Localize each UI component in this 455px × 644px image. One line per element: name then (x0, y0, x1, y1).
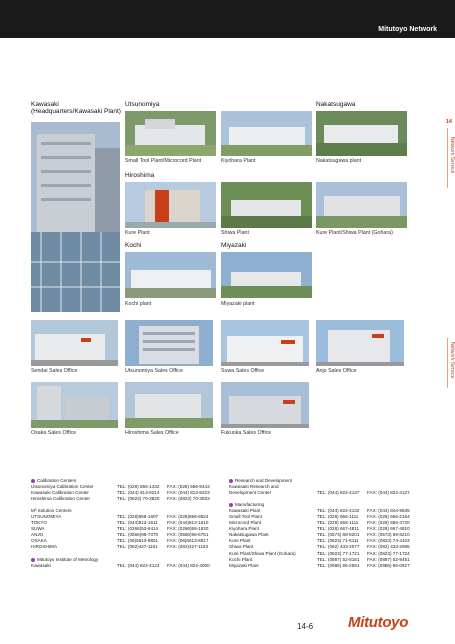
directory-tel: TEL: (044) 813-8214 (117, 490, 160, 496)
directory-tel: TEL: (044)813-1611 (117, 520, 158, 526)
bullet-icon (31, 558, 35, 562)
directory-entry (229, 563, 424, 569)
directory-name: ANJO (31, 532, 44, 538)
directory-fax: FAX: (028) 656-2164 (367, 514, 410, 520)
sendai-sales-photo (31, 320, 118, 366)
directory-left (31, 478, 226, 569)
directory-fax: FAX: (044) 822-4000 (167, 562, 210, 568)
directory-name: Kawasaki Plant (229, 508, 261, 514)
directory-fax: FAX: (082) 433-2695 (367, 544, 410, 550)
kure-plant-photo (125, 182, 216, 228)
header-bar (0, 0, 455, 38)
directory-name: Development Center (229, 490, 272, 496)
directory-tel: TEL: (0573) 68-8201 (317, 532, 360, 538)
directory-fax: FAX: (044) 844-9835 (367, 508, 410, 514)
directory-name: Kawasaki Calibration Center (31, 490, 89, 496)
directory-fax: FAX: (0985) 86-0827 (367, 562, 410, 568)
caption-osaka-sales: Osaka Sales Office (31, 430, 77, 436)
directory-name: Shiwa Plant (229, 544, 254, 550)
directory-name: Nakatsugawa Plant (229, 532, 269, 538)
caption-kure-plant: Kure Plant (125, 230, 150, 236)
directory-tel: TEL: (0266)53-6414 (117, 526, 159, 532)
section-nakatsugawa: Nakatsugawa (316, 101, 356, 108)
directory-name: HIROSHIMA (31, 544, 58, 550)
suwa-sales-photo (221, 320, 309, 366)
directory-fax: FAX: (028) 656-4720 (367, 520, 410, 526)
directory-fax: FAX: (044) 813-8223 (167, 490, 210, 496)
directory-tel: TEL: (0887) 52-8181 (317, 556, 360, 562)
directory-entry (31, 496, 226, 502)
directory-tel: TEL: (06)6613-8801 (117, 538, 159, 544)
caption-nakatsugawa-plant: Nakatsugawa plant (316, 158, 362, 164)
caption-small-tool-plant: Small Tool Plant/Microcord Plant (125, 158, 202, 164)
directory-tel: TEL: (0823) 77-1721 (317, 550, 360, 556)
fukuoka-sales-photo (221, 382, 309, 428)
directory-name: M³ Solution Centers (31, 508, 72, 514)
bullet-icon (31, 479, 35, 483)
directory-fax: FAX: (044)813-1610 (167, 520, 209, 526)
directory-fax: FAX: (0823) 70-3833 (167, 496, 210, 502)
directory-name: Miyazaki Plant (229, 562, 259, 568)
shiwa-plant-photo (221, 182, 312, 228)
section-kawasaki: Kawasaki (Headquarters/Kawasaki Plant) (31, 101, 121, 116)
directory-tel: TEL: (0823) 70-3820 (117, 496, 160, 502)
directory-entry (31, 544, 226, 550)
directory-tel: TEL: (044) 822-4124 (117, 562, 160, 568)
directory-name: Kure Plant/Shiwa Plant (Gohara) (229, 550, 296, 556)
caption-sendai-sales: Sendai Sales Office (31, 368, 78, 374)
side-page-tab: 14 (445, 119, 452, 125)
kochi-plant-photo (125, 252, 216, 298)
kawasaki-hq-photo (31, 122, 120, 312)
directory-name: SUWA (31, 526, 45, 532)
kiyohara-plant-photo (221, 111, 312, 156)
hiroshima-sales-photo (125, 382, 213, 428)
page-number: 14-6 (297, 622, 314, 631)
section-miyazaki: Miyazaki (221, 242, 247, 249)
directory-tel: TEL: (082) 433-2077 (317, 544, 360, 550)
directory-name: OSAKA (31, 538, 47, 544)
directory-fax: FAX: (06)6613-8817 (167, 538, 209, 544)
directory-fax: FAX: (044) 822-4127 (367, 490, 410, 496)
directory-name: Calibration Centers (36, 478, 77, 483)
directory-tel: TEL: (028) 656-1432 (117, 484, 160, 490)
directory-name: Microcord Plant (229, 520, 261, 526)
directory-tel: TEL: (0985) 86-2591 (317, 562, 360, 568)
caption-utsunomiya-sales: Utsunomiya Sales Office (125, 368, 183, 374)
directory-tel: TEL: (028)656-1607 (117, 514, 159, 520)
side-tab-label: Network Service (449, 342, 455, 379)
directory-name: Mitutoyo Institute of Metrology (36, 556, 99, 562)
directory-name: Small Tool Plant (229, 514, 262, 520)
directory-tel: TEL: (028) 667-4811 (317, 526, 360, 532)
caption-kiyohara-plant: Kiyohara Plant (221, 158, 256, 164)
directory-name: Kawasaki Research and (229, 484, 279, 490)
directory-name: TOKYO (31, 520, 47, 526)
directory-fax: FAX: (028)656-9624 (167, 514, 209, 520)
section-utsunomiya: Utsunomiya (125, 101, 160, 108)
directory-fax: FAX: (028) 656-8443 (167, 484, 210, 490)
directory-fax: FAX: (082)427-1163 (167, 544, 209, 550)
caption-kure-shiwa-gohara: Kure Plant/Shiwa Plant (Gohara) (316, 230, 393, 236)
directory-fax: FAX: (0823) 74-4104 (367, 538, 410, 544)
directory-fax: FAX: (0266)58-1830 (167, 526, 209, 532)
directory-fax: FAX: (0887) 52-9451 (367, 556, 410, 562)
caption-anjo-sales: Anjo Sales Office (316, 368, 357, 374)
section-kochi: Kochi (125, 242, 142, 249)
directory-name: Hiroshima Calibration Center (31, 496, 90, 502)
directory-entry (31, 563, 226, 569)
directory-name: UTSUNOMIYA (31, 514, 62, 520)
osaka-sales-photo (31, 382, 118, 428)
directory-name: Manufacturing (234, 502, 265, 508)
directory-tel: TEL: (044) 822-4137 (317, 490, 360, 496)
directory-tel: TEL: (044) 822-4132 (317, 508, 360, 514)
directory-tel: TEL: (0566)98-7070 (117, 532, 159, 538)
directory-fax: FAX: (0573) 68-8210 (367, 532, 410, 538)
bullet-icon (229, 503, 233, 507)
directory-tel: TEL: (028) 656-1111 (317, 514, 359, 520)
directory-name: Research and Development (234, 478, 292, 483)
side-tab-label: Network Service (449, 137, 455, 174)
mitutoyo-logo: Mitutoyo (348, 614, 409, 631)
caption-shiwa-plant: Shiwa Plant (221, 230, 249, 236)
caption-hiroshima-sales: Hiroshima Sales Office (125, 430, 179, 436)
nakatsugawa-plant-photo (316, 111, 407, 156)
bullet-icon (229, 479, 233, 483)
section-hiroshima: Hiroshima (125, 172, 155, 179)
directory-tel: TEL: (028) 656-1111 (317, 520, 359, 526)
small-tool-plant-photo (125, 111, 216, 156)
directory-fax: FAX: (0566)98-6761 (167, 532, 209, 538)
directory-name: Kure Plant (229, 538, 251, 544)
utsunomiya-sales-photo (125, 320, 213, 366)
caption-kochi-plant: Kochi plant (125, 301, 152, 307)
directory-tel: TEL: (082)427-1161 (117, 544, 158, 550)
anjo-sales-photo (316, 320, 404, 366)
miyazaki-plant-photo (221, 252, 312, 298)
caption-suwa-sales: Suwa Sales Office (221, 368, 265, 374)
directory-name: Kochi Plant (229, 556, 253, 562)
directory-entry (229, 490, 424, 496)
caption-miyazaki-plant: Miyazaki plant (221, 301, 255, 307)
directory-name: Kiyohara Plant (229, 526, 259, 532)
caption-fukuoka-sales: Fukuoka Sales Office (221, 430, 272, 436)
directory-tel: TEL: (0823) 71-6111 (317, 538, 359, 544)
kure-shiwa-gohara-photo (316, 182, 407, 228)
directory-right (229, 478, 424, 569)
directory-fax: FAX: (0823) 77-1724 (367, 550, 410, 556)
directory-name: Kawasaki (31, 562, 51, 568)
page-header-title: Mitutoyo Network (378, 26, 437, 33)
directory-fax: FAX: (028) 667-4810 (367, 526, 410, 532)
directory-name: Utsunomiya Calibration Center (31, 484, 94, 490)
